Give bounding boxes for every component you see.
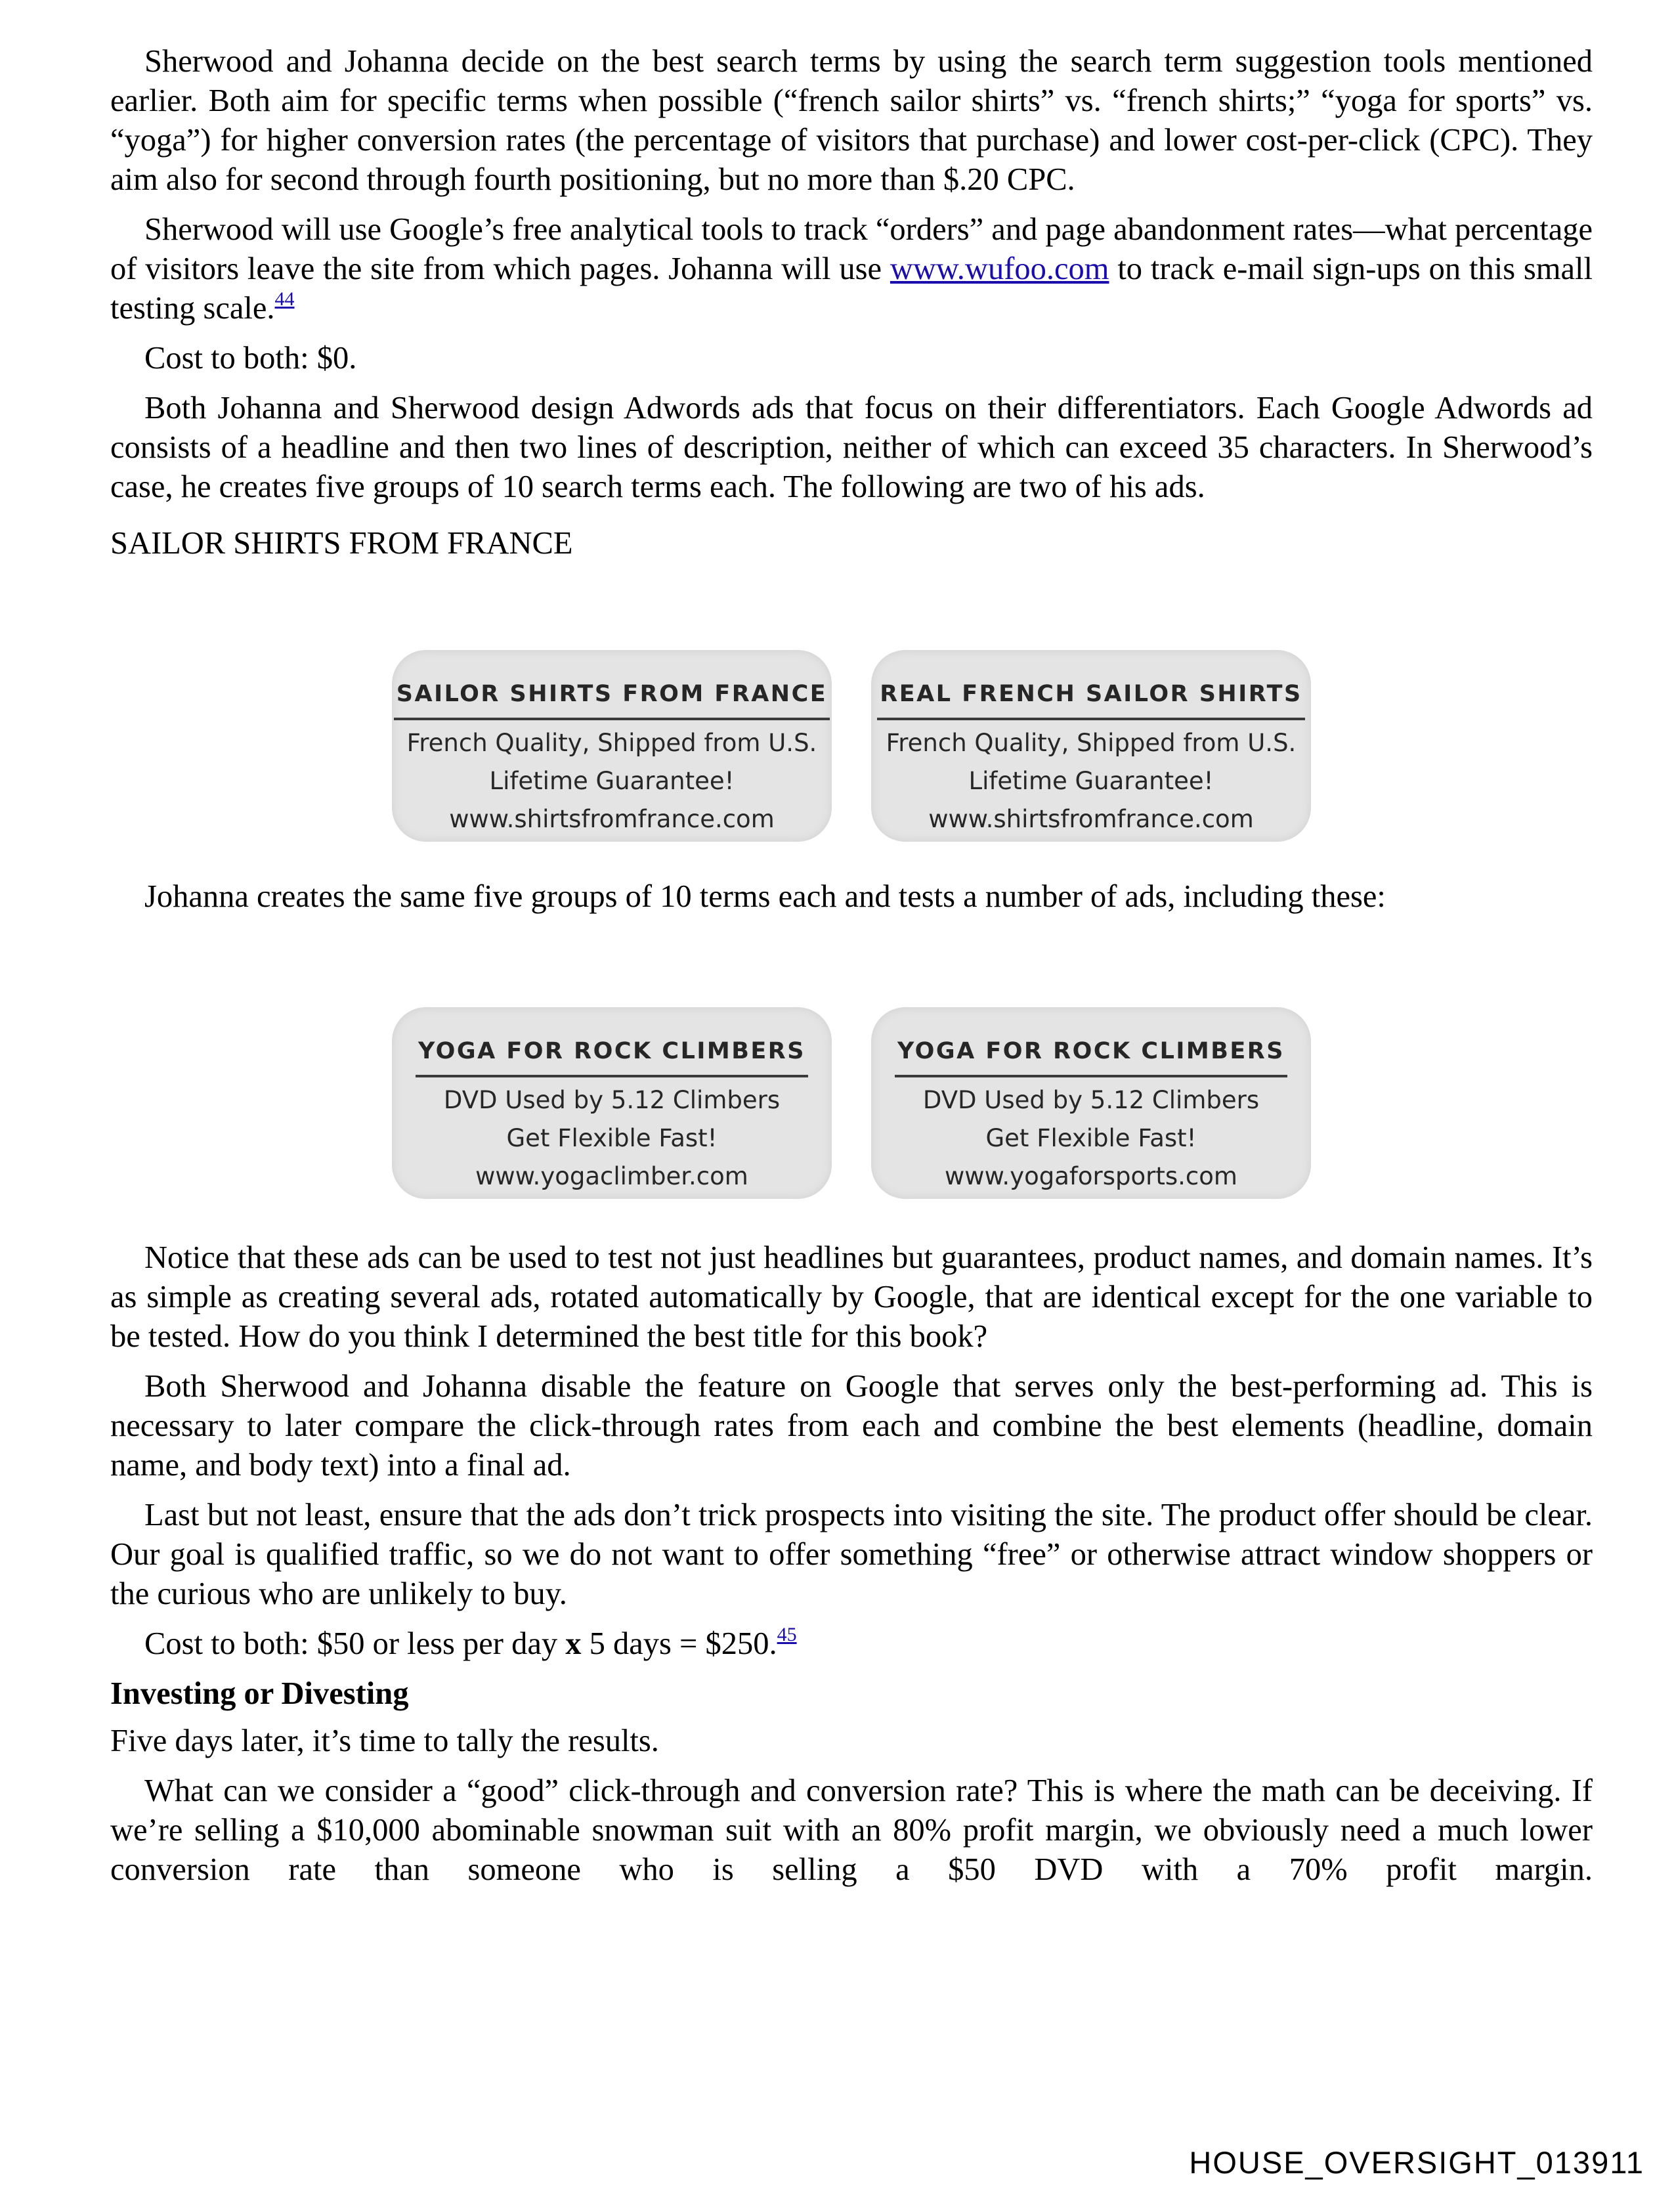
cost-multiply-sign: x: [565, 1626, 582, 1661]
ad-headline: YOGA FOR ROCK CLIMBERS: [416, 1031, 808, 1077]
ad-description-line-2: Get Flexible Fast!: [506, 1124, 718, 1152]
ad-description-line-1: French Quality, Shipped from U.S.: [406, 729, 817, 757]
ad-display-url: www.shirtsfromfrance.com: [449, 805, 775, 833]
footnote-45-link[interactable]: 45: [777, 1624, 797, 1645]
footnote-44-link[interactable]: 44: [274, 288, 295, 310]
paragraph-qualified-traffic: Last but not least, ensure that the ads don’t trick prospects into visiting the site. The product offer should be clear. Our goal is qualified traffic, so we do not want to offer something “free” or otherwise attract window shoppers or the curious who are unlikely to buy.: [110, 1498, 1593, 1611]
ad-headline: REAL FRENCH SAILOR SHIRTS: [877, 674, 1304, 720]
bates-stamp: HOUSE_OVERSIGHT_013911: [1189, 2145, 1644, 2180]
ad-box-real-french-sailor-shirts: [871, 650, 1311, 842]
paragraph-disable-feature: Both Sherwood and Johanna disable the feature on Google that serves only the best-performing ad. This is necessary to later compare the click-through rates from each and combine the best elements (headline, domain name, and body text) into a final ad.: [110, 1369, 1593, 1483]
ad-description-line-2: Lifetime Guarantee!: [968, 767, 1214, 795]
paragraph-adwords-design: Both Johanna and Sherwood design Adwords ads that focus on their differentiators. Each Google Adwords ad consists of a headline and then two lines of description, neither of which can exceed 35 characters. In Sherwood’s case, he creates five groups of 10 search terms each. The following are two of his ads.: [110, 391, 1593, 504]
paragraph-analytics: [110, 210, 1593, 328]
paragraph-test-variables: Notice that these ads can be used to test not just headlines but guarantees, product names, and domain names. It’s as simple as creating several ads, rotated automatically by Google, that are identical except for the one variable to be tested. How do you think I determined the best title for this book?: [110, 1240, 1593, 1354]
wufoo-link[interactable]: www.wufoo.com: [890, 251, 1109, 286]
ad-display-url: www.yogaclimber.com: [475, 1162, 748, 1190]
ad-description-line-1: DVD Used by 5.12 Climbers: [443, 1086, 781, 1114]
ad-display-url: www.shirtsfromfrance.com: [928, 805, 1254, 833]
cost-text-b: 5 days = $250.: [581, 1626, 777, 1661]
ad-description-line-1: DVD Used by 5.12 Climbers: [922, 1086, 1260, 1114]
paragraph-cost-zero: Cost to both: $0.: [144, 341, 357, 376]
section-title-sailor-shirts: SAILOR SHIRTS FROM FRANCE: [110, 526, 573, 561]
ad-description-line-1: French Quality, Shipped from U.S.: [886, 729, 1297, 757]
ad-headline: YOGA FOR ROCK CLIMBERS: [895, 1031, 1287, 1077]
paragraph-analytics-text-a: Sherwood will use Google’s free analytical tools to track “orders” and page abandonment rates—what percentage of visitors leave the site from which pages. Johanna will use: [110, 212, 1593, 286]
paragraph-search-terms: Sherwood and Johanna decide on the best search terms by using the search term suggestion tools mentioned earlier. Both aim for specific terms when possible (“french sailor shirts” vs. “french shirts;” “yoga for sports” vs. “yoga”) for higher conversion rates (the percentage of visitors that purchase) and lower cost-per-click (CPC). They aim also for second through fourth positioning, but no more than $.20 CPC.: [110, 44, 1593, 197]
paragraph-analytics-text-b: to track e-mail sign-ups on this small testing scale.: [110, 251, 1593, 326]
paragraph-johanna-ads: Johanna creates the same five groups of 10 terms each and tests a number of ads, including these:: [144, 879, 1386, 914]
cost-text-a: Cost to both: $50 or less per day: [144, 1626, 566, 1661]
ad-description-line-2: Get Flexible Fast!: [985, 1124, 1197, 1152]
paragraph-tally-results: Five days later, it’s time to tally the results.: [110, 1724, 659, 1758]
ad-description-line-2: Lifetime Guarantee!: [489, 767, 735, 795]
page-body: [110, 42, 1593, 1900]
sherwood-ads-row: [110, 650, 1593, 842]
paragraph-cost-250: [110, 1624, 1593, 1664]
ad-box-sailor-shirts: [392, 650, 832, 842]
ad-box-yoga-climber: [392, 1007, 832, 1199]
johanna-ads-row: [110, 1007, 1593, 1199]
ad-headline: SAILOR SHIRTS FROM FRANCE: [394, 674, 830, 720]
heading-investing-divesting: Investing or Divesting: [110, 1676, 409, 1711]
ad-display-url: www.yogaforsports.com: [945, 1162, 1237, 1190]
ad-box-yoga-for-sports: [871, 1007, 1311, 1199]
paragraph-conversion-rate: What can we consider a “good” click-through and conversion rate? This is where the math can be deceiving. If we’re selling a $10,000 abominable snowman suit with an 80% profit margin, we obviously need a much lower conversion rate than someone who is selling a $50 DVD with a 70% profit margin.: [110, 1773, 1593, 1887]
